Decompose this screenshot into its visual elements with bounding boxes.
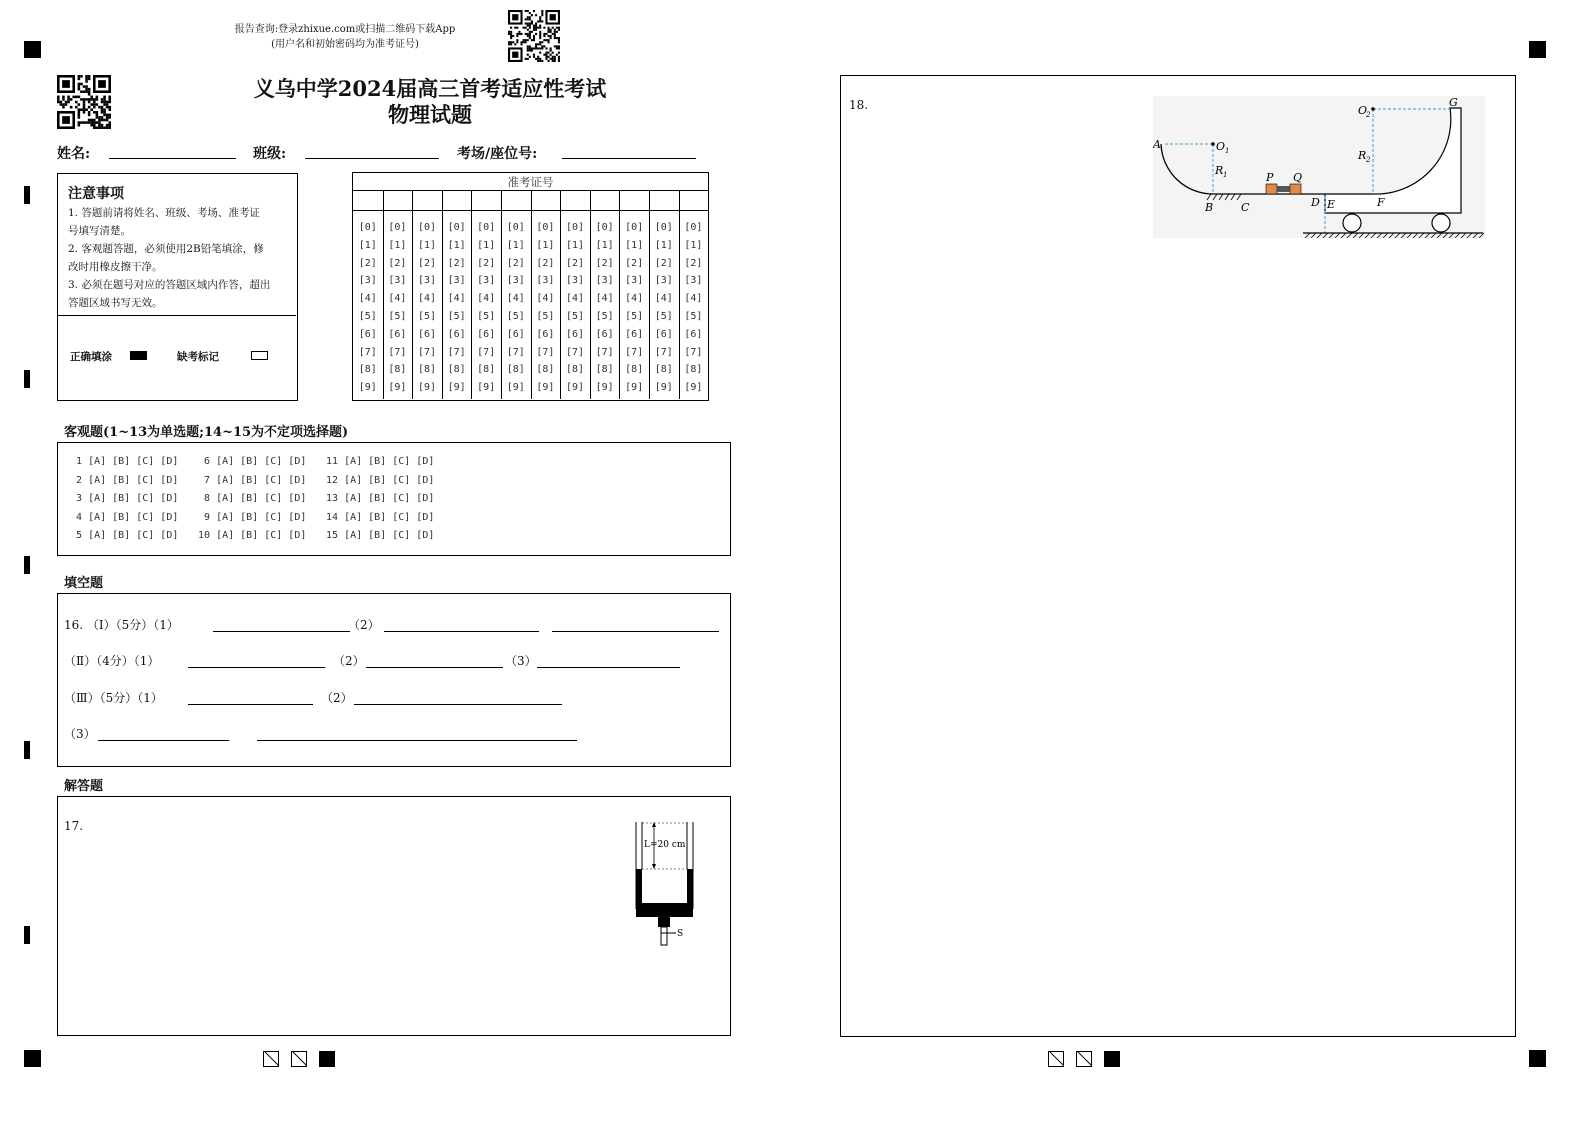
objective-number: 2 xyxy=(70,474,89,486)
exam-id-bubble[interactable]: [8] xyxy=(388,364,407,376)
exam-id-bubble[interactable]: [4] xyxy=(625,293,644,305)
objective-number: 14 xyxy=(326,511,345,523)
exam-id-bubble[interactable]: [9] xyxy=(506,382,525,394)
objective-number: 3 xyxy=(70,493,89,504)
exam-id-bubble[interactable]: [0] xyxy=(654,222,673,233)
objective-number: 1 xyxy=(70,456,89,467)
objective-number: 5 xyxy=(70,530,89,541)
exam-id-bubble[interactable]: [8] xyxy=(565,364,585,376)
exam-id-bubble[interactable]: [2] xyxy=(595,257,614,269)
exam-id-bubble[interactable]: [4] xyxy=(388,293,407,305)
exam-id-column xyxy=(531,219,561,397)
notice-item: 号填写清楚。 xyxy=(68,225,131,237)
corner-mark-top-right xyxy=(1529,41,1546,58)
exam-id-column xyxy=(560,219,590,397)
exam-id-column xyxy=(442,219,472,397)
q16-3-2-label: （2） xyxy=(321,691,353,705)
exam-id-bubble[interactable]: [4] xyxy=(565,293,585,305)
qr-code-download[interactable] xyxy=(508,10,560,62)
exam-id-bubble[interactable]: [2] xyxy=(654,257,673,269)
q18-label-O1-sub: 1 xyxy=(1225,147,1230,155)
notice-title: 注意事项 xyxy=(68,186,124,202)
exam-id-bubble[interactable]: [5] xyxy=(388,310,407,322)
seat-label: 考场/座位号: xyxy=(457,146,538,162)
exam-id-bubble[interactable]: [7] xyxy=(358,346,377,358)
q18-label-C: C xyxy=(1241,201,1250,214)
objective-number: 10 xyxy=(198,530,217,541)
exam-id-bubble[interactable]: [4] xyxy=(506,293,525,305)
exam-id-bubble[interactable]: [8] xyxy=(417,364,437,376)
fill-blank-box xyxy=(57,593,731,767)
exam-id-bubble[interactable]: [8] xyxy=(684,364,703,376)
q16-3-4-blank[interactable] xyxy=(257,740,577,741)
q16-2-2-blank[interactable] xyxy=(366,667,503,668)
q16-2-3-label: （3） xyxy=(505,654,537,668)
exam-id-column xyxy=(590,219,620,397)
exam-id-bubble[interactable]: [8] xyxy=(447,364,466,376)
exam-id-bubble[interactable]: [4] xyxy=(536,293,555,305)
q17-length-label: L=20 cm xyxy=(644,840,686,850)
objective-item[interactable] xyxy=(198,512,306,523)
page-mark-crossed xyxy=(291,1051,307,1067)
exam-id-bubble[interactable]: [5] xyxy=(417,310,437,322)
exam-id-bubble[interactable]: [6] xyxy=(625,328,644,340)
notice-item: 1. 答题前请将姓名、班级、考场、准考证 xyxy=(68,207,260,219)
objective-number: 9 xyxy=(198,511,217,523)
exam-id-bubble[interactable]: [5] xyxy=(654,310,673,322)
page-mark-crossed xyxy=(1048,1051,1064,1067)
exam-id-bubble[interactable]: [3] xyxy=(565,275,585,287)
exam-id-bubble[interactable]: [3] xyxy=(358,275,377,287)
exam-id-bubble[interactable]: [0] xyxy=(536,222,555,233)
objective-item[interactable] xyxy=(198,530,306,541)
exam-id-bubble[interactable]: [4] xyxy=(477,293,496,305)
q18-label-B: B xyxy=(1205,201,1214,214)
exam-id-bubble[interactable]: [6] xyxy=(684,328,703,340)
objective-number: 8 xyxy=(198,493,217,504)
objective-item[interactable] xyxy=(70,530,178,541)
timing-tick xyxy=(24,556,30,574)
q16-3-3-label: （3） xyxy=(64,727,96,741)
exam-id-bubble[interactable]: [3] xyxy=(625,275,644,287)
class-field[interactable] xyxy=(305,158,439,159)
exam-id-bubble[interactable]: [8] xyxy=(595,364,614,376)
absent-mark-box[interactable] xyxy=(251,351,268,360)
objective-item[interactable] xyxy=(70,512,178,523)
exam-id-bubble[interactable]: [9] xyxy=(536,382,555,394)
exam-id-bubble[interactable]: [1] xyxy=(684,239,703,251)
q16-1-2-blank[interactable] xyxy=(384,631,539,632)
q18-label-Q: Q xyxy=(1293,171,1303,184)
q16-1-3-blank[interactable] xyxy=(552,631,719,632)
exam-id-column xyxy=(649,219,679,397)
exam-id-bubble[interactable]: [0] xyxy=(477,222,496,233)
exam-id-bubble[interactable]: [7] xyxy=(477,346,496,358)
fill-blank-title: 填空题 xyxy=(64,576,104,591)
exam-id-bubble[interactable]: [9] xyxy=(625,382,644,394)
exam-id-bubble[interactable]: [7] xyxy=(565,346,585,358)
exam-id-bubble[interactable]: [0] xyxy=(358,222,377,233)
notice-item: 改时用橡皮擦干净。 xyxy=(68,261,163,273)
exam-id-column xyxy=(412,219,442,397)
exam-id-bubble[interactable]: [0] xyxy=(684,222,703,233)
exam-id-bubble[interactable]: [6] xyxy=(565,328,585,340)
q17-valve-label: S xyxy=(677,929,684,939)
exam-id-bubble[interactable]: [0] xyxy=(595,222,614,233)
exam-id-bubble[interactable]: [1] xyxy=(417,239,437,251)
q18-label-R2: R xyxy=(1358,149,1367,162)
exam-id-bubble[interactable]: [1] xyxy=(536,239,555,251)
title-line-2: 物理试题 xyxy=(388,102,472,127)
q16-2-3-blank[interactable] xyxy=(537,667,680,668)
objective-number: 6 xyxy=(198,456,217,467)
exam-id-bubble[interactable]: [7] xyxy=(625,346,644,358)
q17-answer-box[interactable] xyxy=(57,796,731,1036)
q16-3-2-blank[interactable] xyxy=(354,704,562,705)
objective-options[interactable]: [A] [B] [C] [D] xyxy=(344,530,435,541)
q18-label-D: D xyxy=(1311,196,1320,209)
exam-id-bubble[interactable]: [5] xyxy=(358,310,377,322)
q18-label-R2-sub: 2 xyxy=(1366,156,1371,164)
q18-label-F: F xyxy=(1377,196,1385,209)
exam-id-bubble[interactable]: [0] xyxy=(565,222,585,233)
q18-label-O2-sub: 2 xyxy=(1366,111,1371,119)
corner-mark-bottom-left xyxy=(24,1050,41,1067)
objective-options[interactable]: [A] [B] [C] [D] xyxy=(216,530,307,541)
objective-box xyxy=(57,442,731,556)
objective-item[interactable] xyxy=(198,493,306,504)
exam-id-bubble[interactable]: [2] xyxy=(388,257,407,269)
page-title xyxy=(230,76,630,128)
objective-number: 15 xyxy=(326,530,345,541)
exam-id-bubble[interactable]: [3] xyxy=(477,275,496,287)
exam-id-title: 准考证号 xyxy=(507,175,554,189)
exam-id-bubble[interactable]: [5] xyxy=(595,310,614,322)
exam-id-bubble[interactable]: [8] xyxy=(536,364,555,376)
objective-number: 4 xyxy=(70,511,89,523)
exam-id-bubble[interactable]: [5] xyxy=(684,310,703,322)
exam-id-bubble[interactable]: [1] xyxy=(388,239,407,251)
q18-label-R1: R xyxy=(1215,164,1224,177)
objective-options[interactable]: [A] [B] [C] [D] xyxy=(344,511,435,523)
q18-label-A: A xyxy=(1153,138,1161,151)
objective-options[interactable]: [A] [B] [C] [D] xyxy=(344,474,435,486)
timing-tick xyxy=(24,741,30,759)
timing-tick xyxy=(24,926,30,944)
objective-item[interactable] xyxy=(326,530,434,541)
qr-code-sheet xyxy=(57,75,111,129)
timing-tick xyxy=(24,186,30,204)
exam-id-bubble[interactable]: [4] xyxy=(684,293,703,305)
exam-id-bubble[interactable]: [4] xyxy=(417,293,437,305)
q17-label: 17. xyxy=(64,819,84,833)
exam-id-bubble[interactable]: [4] xyxy=(447,293,466,305)
exam-id-bubble[interactable]: [9] xyxy=(477,382,496,394)
exam-id-column xyxy=(619,219,649,397)
objective-number: 11 xyxy=(326,456,345,467)
name-field[interactable] xyxy=(109,158,236,159)
exam-id-bubble[interactable]: [3] xyxy=(447,275,466,287)
exam-id-bubble[interactable]: [2] xyxy=(477,257,496,269)
exam-id-bubble[interactable]: [9] xyxy=(388,382,407,394)
exam-id-bubble[interactable]: [8] xyxy=(358,364,377,376)
correct-fill-sample xyxy=(130,351,147,360)
objective-options[interactable]: [A] [B] [C] [D] xyxy=(88,493,179,504)
q18-label: 18. xyxy=(849,98,869,112)
exam-id-grid xyxy=(352,172,709,401)
exam-id-column xyxy=(471,219,501,397)
exam-id-bubble[interactable]: [8] xyxy=(506,364,525,376)
exam-id-bubble[interactable]: [3] xyxy=(595,275,614,287)
q18-figure xyxy=(1153,96,1485,238)
corner-mark-bottom-right xyxy=(1529,1050,1546,1067)
page-mark-crossed xyxy=(1076,1051,1092,1067)
exam-id-bubble[interactable]: [0] xyxy=(417,222,437,233)
objective-options[interactable]: [A] [B] [C] [D] xyxy=(344,493,435,504)
objective-item[interactable] xyxy=(326,475,434,486)
exam-id-bubble[interactable]: [2] xyxy=(358,257,377,269)
corner-mark-top-left xyxy=(24,41,41,58)
notice-item: 答题区域书写无效。 xyxy=(68,297,163,309)
notice-divider xyxy=(58,315,296,316)
exam-id-bubble[interactable]: [6] xyxy=(388,328,407,340)
q16-3-1-blank[interactable] xyxy=(188,704,313,705)
objective-options[interactable]: [A] [B] [C] [D] xyxy=(216,511,307,523)
q16-part2-label: （Ⅱ）（4分）（1） xyxy=(64,654,160,668)
exam-id-bubble[interactable]: [3] xyxy=(654,275,673,287)
report-query-line-2: (用户名和初始密码均为准考证号) xyxy=(271,39,419,50)
title-line-1: 义乌中学2024届高三首考适应性考试 xyxy=(253,76,607,101)
q18-label-R1-sub: 1 xyxy=(1223,171,1228,179)
objective-item[interactable] xyxy=(70,456,178,467)
exam-id-bubble[interactable]: [5] xyxy=(565,310,585,322)
exam-id-bubble[interactable]: [2] xyxy=(447,257,466,269)
q16-1-1-blank[interactable] xyxy=(213,631,350,632)
exam-id-bubble[interactable]: [9] xyxy=(595,382,614,394)
q16-2-2-label: （2） xyxy=(333,654,365,668)
exam-id-bubble[interactable]: [3] xyxy=(388,275,407,287)
exam-id-bubble[interactable]: [1] xyxy=(447,239,466,251)
q16-label: 16. xyxy=(64,618,84,632)
exam-id-bubble[interactable]: [9] xyxy=(358,382,377,394)
exam-id-bubble[interactable]: [5] xyxy=(477,310,496,322)
objective-options[interactable]: [A] [B] [C] [D] xyxy=(88,474,179,486)
exam-id-bubble[interactable]: [8] xyxy=(625,364,644,376)
objective-item[interactable] xyxy=(198,456,306,467)
exam-id-bubble[interactable]: [0] xyxy=(625,222,644,233)
objective-number: 13 xyxy=(326,493,345,504)
objective-title: 客观题(1~13为单选题;14~15为不定项选择题) xyxy=(64,425,349,440)
exam-id-bubble[interactable]: [7] xyxy=(417,346,437,358)
objective-item[interactable] xyxy=(326,493,434,504)
q18-label-G: G xyxy=(1449,96,1458,109)
report-query-line-1: 报告查询:登录zhixue.com或扫描二维码下载App xyxy=(234,24,456,35)
exam-id-bubble[interactable]: [1] xyxy=(358,239,377,251)
exam-id-bubble[interactable]: [6] xyxy=(595,328,614,340)
report-query-note xyxy=(200,22,490,52)
exam-id-bubble[interactable]: [7] xyxy=(506,346,525,358)
exam-id-bubble[interactable]: [7] xyxy=(447,346,466,358)
exam-id-bubble[interactable]: [5] xyxy=(506,310,525,322)
exam-id-bubble[interactable]: [0] xyxy=(506,222,525,233)
objective-options[interactable]: [A] [B] [C] [D] xyxy=(88,530,179,541)
absent-mark-label: 缺考标记 xyxy=(177,351,219,363)
class-label: 班级: xyxy=(253,146,287,162)
exam-id-bubble[interactable]: [2] xyxy=(565,257,585,269)
objective-options[interactable]: [A] [B] [C] [D] xyxy=(88,511,179,523)
exam-id-bubble[interactable]: [5] xyxy=(447,310,466,322)
exam-id-bubble[interactable]: [1] xyxy=(595,239,614,251)
q16-2-1-blank[interactable] xyxy=(188,667,325,668)
exam-id-bubble[interactable]: [2] xyxy=(684,257,703,269)
exam-id-bubble[interactable]: [9] xyxy=(684,382,703,394)
exam-id-bubble[interactable]: [3] xyxy=(506,275,525,287)
objective-number: 12 xyxy=(326,474,345,486)
exam-id-bubble[interactable]: [1] xyxy=(625,239,644,251)
exam-id-bubble[interactable]: [6] xyxy=(477,328,496,340)
exam-id-bubble[interactable]: [7] xyxy=(654,346,673,358)
exam-id-column xyxy=(501,219,531,397)
exam-id-bubble[interactable]: [1] xyxy=(477,239,496,251)
notice-item: 3. 必须在题号对应的答题区域内作答，超出 xyxy=(68,279,271,291)
objective-item[interactable] xyxy=(198,475,306,486)
exam-id-column xyxy=(383,219,413,397)
name-label: 姓名: xyxy=(57,146,91,162)
objective-options[interactable]: [A] [B] [C] [D] xyxy=(216,456,307,467)
notice-item: 2. 客观题答题，必须使用2B铅笔填涂，修 xyxy=(68,243,264,255)
objective-number: 7 xyxy=(198,474,217,486)
exam-id-bubble[interactable]: [0] xyxy=(447,222,466,233)
exam-id-bubble[interactable]: [6] xyxy=(358,328,377,340)
objective-item[interactable] xyxy=(70,493,178,504)
q18-answer-box[interactable] xyxy=(840,75,1516,1037)
exam-id-bubble[interactable]: [4] xyxy=(595,293,614,305)
exam-id-bubble[interactable]: [9] xyxy=(417,382,437,394)
objective-item[interactable] xyxy=(326,456,434,467)
objective-item[interactable] xyxy=(326,512,434,523)
q16-1-2-label: （2） xyxy=(348,618,380,632)
exam-id-bubble[interactable]: [2] xyxy=(536,257,555,269)
page-mark-solid xyxy=(319,1051,335,1067)
timing-tick xyxy=(24,370,30,388)
exam-id-bubble[interactable]: [9] xyxy=(447,382,466,394)
exam-id-bubble[interactable]: [6] xyxy=(447,328,466,340)
notice-box xyxy=(57,173,298,401)
page-mark-crossed xyxy=(263,1051,279,1067)
exam-id-bubble[interactable]: [1] xyxy=(654,239,673,251)
exam-id-bubble[interactable]: [3] xyxy=(417,275,437,287)
exam-id-bubble[interactable]: [6] xyxy=(417,328,437,340)
exam-id-bubble[interactable]: [9] xyxy=(654,382,673,394)
notice-list xyxy=(68,204,290,312)
objective-options[interactable]: [A] [B] [C] [D] xyxy=(216,474,307,486)
exam-id-bubble[interactable]: [6] xyxy=(536,328,555,340)
exam-id-bubble[interactable]: [1] xyxy=(506,239,525,251)
exam-id-bubble[interactable]: [8] xyxy=(477,364,496,376)
exam-id-bubble[interactable]: [7] xyxy=(536,346,555,358)
exam-id-bubble[interactable]: [8] xyxy=(654,364,673,376)
exam-id-bubble[interactable]: [3] xyxy=(684,275,703,287)
exam-id-bubble[interactable]: [2] xyxy=(625,257,644,269)
exam-id-column xyxy=(679,219,709,397)
seat-field[interactable] xyxy=(562,158,696,159)
exam-id-bubble[interactable]: [3] xyxy=(536,275,555,287)
exam-id-bubble[interactable]: [9] xyxy=(565,382,585,394)
exam-id-bubble[interactable]: [1] xyxy=(565,239,585,251)
q18-label-O1: O xyxy=(1216,140,1226,153)
q16-3-3-blank[interactable] xyxy=(98,740,229,741)
q18-label-O2: O xyxy=(1358,104,1368,117)
exam-id-bubble[interactable]: [7] xyxy=(684,346,703,358)
exam-id-bubble[interactable]: [6] xyxy=(654,328,673,340)
exam-id-bubble[interactable]: [4] xyxy=(358,293,377,305)
exam-id-bubble[interactable]: [2] xyxy=(506,257,525,269)
q16-part3-label: （Ⅲ）（5分）（1） xyxy=(64,691,163,705)
answer-title: 解答题 xyxy=(64,779,104,794)
exam-id-bubble[interactable]: [7] xyxy=(595,346,614,358)
objective-options[interactable]: [A] [B] [C] [D] xyxy=(216,493,307,504)
exam-id-bubble[interactable]: [6] xyxy=(506,328,525,340)
objective-item[interactable] xyxy=(70,475,178,486)
q16-part1-label: （Ⅰ）（5分）（1） xyxy=(86,618,179,632)
exam-id-bubble[interactable]: [5] xyxy=(625,310,644,322)
correct-fill-label: 正确填涂 xyxy=(70,351,112,363)
q18-label-E: E xyxy=(1327,198,1336,211)
exam-id-bubble[interactable]: [0] xyxy=(388,222,407,233)
exam-id-bubble[interactable]: [4] xyxy=(654,293,673,305)
objective-options[interactable]: [A] [B] [C] [D] xyxy=(344,456,435,467)
exam-id-column xyxy=(353,219,383,397)
objective-options[interactable]: [A] [B] [C] [D] xyxy=(88,456,179,467)
q18-label-P: P xyxy=(1266,171,1274,184)
q17-figure xyxy=(628,817,718,952)
page-mark-solid xyxy=(1104,1051,1120,1067)
exam-id-bubble[interactable]: [5] xyxy=(536,310,555,322)
exam-id-bubble[interactable]: [2] xyxy=(417,257,437,269)
exam-id-bubble[interactable]: [7] xyxy=(388,346,407,358)
